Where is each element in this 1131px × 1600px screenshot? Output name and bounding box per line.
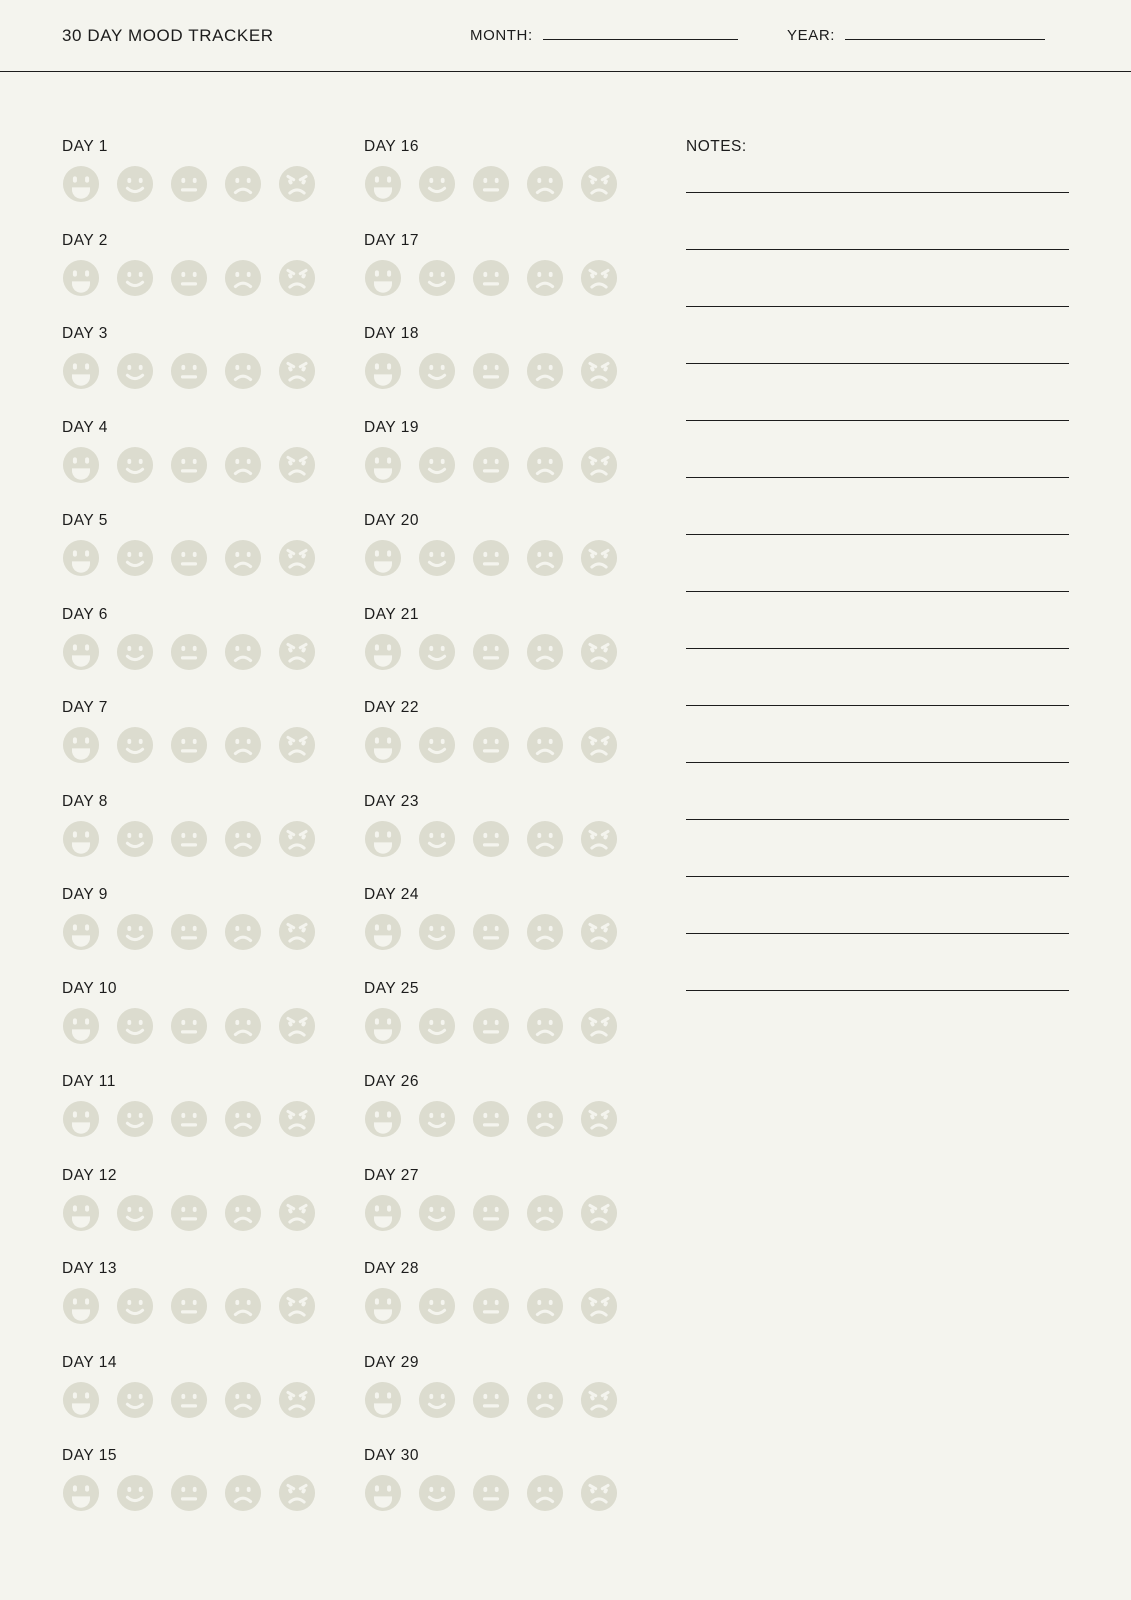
very-happy-face[interactable] [364,633,402,671]
neutral-face[interactable] [170,1194,208,1232]
month-field[interactable] [470,27,738,44]
very-happy-face[interactable] [62,726,100,764]
mood-option-row [364,1381,618,1419]
happy-face[interactable] [116,1194,154,1232]
angry-face[interactable] [580,1100,618,1138]
angry-face[interactable] [580,1287,618,1325]
day-label: DAY 20 [364,512,419,529]
angry-face[interactable] [580,1381,618,1419]
angry-face[interactable] [580,165,618,203]
very-happy-face[interactable] [364,1007,402,1045]
neutral-face[interactable] [170,165,208,203]
neutral-face[interactable] [170,633,208,671]
happy-face[interactable] [418,1381,456,1419]
day-label: DAY 13 [62,1260,117,1277]
very-happy-face[interactable] [364,446,402,484]
mood-option-row [364,820,618,858]
notes-line[interactable] [686,990,1069,991]
angry-face[interactable] [580,1474,618,1512]
sad-face[interactable] [224,913,262,951]
neutral-face[interactable] [472,820,510,858]
happy-face[interactable] [116,1474,154,1512]
day-label: DAY 7 [62,699,108,716]
day-block [364,1073,618,1167]
mood-option-row [62,1381,316,1419]
notes-line[interactable] [686,306,1069,307]
notes-line[interactable] [686,420,1069,421]
day-block [62,1167,316,1261]
day-label: DAY 11 [62,1073,116,1090]
day-block [364,606,618,700]
day-label: DAY 23 [364,792,419,810]
very-happy-face[interactable] [62,1287,100,1325]
year-input-rule[interactable] [845,38,1045,40]
happy-face[interactable] [418,259,456,297]
neutral-face[interactable] [472,726,510,764]
mood-option-row [364,352,618,390]
angry-face[interactable] [580,1007,618,1045]
day-label: DAY 17 [364,231,419,249]
mood-option-row [62,820,316,858]
day-label: DAY 12 [62,1166,117,1184]
notes-line[interactable] [686,363,1069,364]
angry-face[interactable] [580,446,618,484]
mood-option-row [62,1007,316,1045]
happy-face[interactable] [116,1381,154,1419]
happy-face[interactable] [116,820,154,858]
very-happy-face[interactable] [364,165,402,203]
neutral-face[interactable] [472,913,510,951]
sad-face[interactable] [526,726,564,764]
sad-face[interactable] [224,820,262,858]
neutral-face[interactable] [472,1100,510,1138]
neutral-face[interactable] [170,1287,208,1325]
day-label: DAY 8 [62,792,108,810]
year-label: YEAR: [787,27,836,44]
notes-line[interactable] [686,591,1069,592]
angry-face[interactable] [278,1381,316,1419]
mood-option-row [364,1007,618,1045]
neutral-face[interactable] [472,1287,510,1325]
day-block [62,699,316,793]
day-label: DAY 14 [62,1353,117,1371]
page-body [0,72,1131,1600]
very-happy-face[interactable] [364,1381,402,1419]
notes-line[interactable] [686,192,1069,193]
day-column-1 [62,138,316,1541]
day-block [364,419,618,513]
very-happy-face[interactable] [62,446,100,484]
notes-line[interactable] [686,876,1069,877]
happy-face[interactable] [418,1287,456,1325]
day-label: DAY 28 [364,1260,419,1277]
sad-face[interactable] [526,820,564,858]
neutral-face[interactable] [472,633,510,671]
neutral-face[interactable] [170,820,208,858]
very-happy-face[interactable] [62,352,100,390]
day-block [62,1354,316,1448]
day-block [364,138,618,232]
sad-face[interactable] [526,1194,564,1232]
happy-face[interactable] [418,1007,456,1045]
year-field[interactable] [787,27,1045,44]
notes-line[interactable] [686,534,1069,535]
neutral-face[interactable] [170,446,208,484]
day-label: DAY 2 [62,231,108,249]
day-label: DAY 24 [364,886,419,903]
neutral-face[interactable] [170,539,208,577]
neutral-face[interactable] [170,1381,208,1419]
happy-face[interactable] [418,352,456,390]
day-block [62,793,316,887]
day-block [62,419,316,513]
day-block [364,325,618,419]
day-label: DAY 5 [62,512,108,529]
day-block [62,980,316,1074]
day-label: DAY 25 [364,979,419,997]
sad-face[interactable] [224,165,262,203]
sad-face[interactable] [224,352,262,390]
angry-face[interactable] [580,539,618,577]
neutral-face[interactable] [472,1194,510,1232]
day-label: DAY 19 [364,418,419,436]
angry-face[interactable] [278,259,316,297]
very-happy-face[interactable] [364,259,402,297]
angry-face[interactable] [278,1100,316,1138]
neutral-face[interactable] [472,352,510,390]
sad-face[interactable] [224,1100,262,1138]
day-block [62,138,316,232]
very-happy-face[interactable] [62,1194,100,1232]
mood-option-row [62,446,316,484]
neutral-face[interactable] [472,165,510,203]
neutral-face[interactable] [170,913,208,951]
very-happy-face[interactable] [62,165,100,203]
day-block [62,1260,316,1354]
mood-option-row [364,1474,618,1512]
mood-option-row [62,1474,316,1512]
very-happy-face[interactable] [364,1474,402,1512]
happy-face[interactable] [116,1007,154,1045]
mood-option-row [364,633,618,671]
angry-face[interactable] [278,539,316,577]
sad-face[interactable] [526,1007,564,1045]
very-happy-face[interactable] [62,259,100,297]
sad-face[interactable] [224,259,262,297]
angry-face[interactable] [580,352,618,390]
sad-face[interactable] [526,1287,564,1325]
happy-face[interactable] [116,539,154,577]
happy-face[interactable] [116,726,154,764]
sad-face[interactable] [224,539,262,577]
neutral-face[interactable] [170,726,208,764]
day-block [364,1167,618,1261]
day-block [364,512,618,606]
very-happy-face[interactable] [364,539,402,577]
sad-face[interactable] [526,259,564,297]
sad-face[interactable] [526,1100,564,1138]
day-block [364,1260,618,1354]
very-happy-face[interactable] [364,1100,402,1138]
notes-line[interactable] [686,933,1069,934]
angry-face[interactable] [278,633,316,671]
sad-face[interactable] [224,726,262,764]
notes-lines [686,192,1069,991]
neutral-face[interactable] [170,1007,208,1045]
very-happy-face[interactable] [364,913,402,951]
angry-face[interactable] [278,1194,316,1232]
angry-face[interactable] [278,726,316,764]
day-block [62,1447,316,1541]
mood-option-row [62,1287,316,1325]
sad-face[interactable] [224,1194,262,1232]
sad-face[interactable] [224,1474,262,1512]
happy-face[interactable] [418,1194,456,1232]
happy-face[interactable] [418,726,456,764]
sad-face[interactable] [526,913,564,951]
notes-line[interactable] [686,477,1069,478]
angry-face[interactable] [278,1287,316,1325]
day-label: DAY 29 [364,1353,419,1371]
angry-face[interactable] [580,633,618,671]
very-happy-face[interactable] [364,726,402,764]
very-happy-face[interactable] [364,1194,402,1232]
neutral-face[interactable] [472,1381,510,1419]
mood-option-row [364,539,618,577]
sad-face[interactable] [526,446,564,484]
angry-face[interactable] [278,820,316,858]
angry-face[interactable] [278,352,316,390]
neutral-face[interactable] [170,1100,208,1138]
day-block [364,1447,618,1541]
neutral-face[interactable] [472,1474,510,1512]
day-block [364,980,618,1074]
very-happy-face[interactable] [364,352,402,390]
sad-face[interactable] [526,165,564,203]
day-label: DAY 4 [62,418,108,436]
mood-option-row [62,1194,316,1232]
mood-option-row [62,165,316,203]
day-column-2 [364,138,618,1541]
mood-option-row [62,726,316,764]
day-label: DAY 30 [364,1447,419,1464]
month-input-rule[interactable] [543,38,738,40]
day-block [62,512,316,606]
sad-face[interactable] [224,1287,262,1325]
angry-face[interactable] [278,446,316,484]
sad-face[interactable] [224,633,262,671]
angry-face[interactable] [278,165,316,203]
day-label: DAY 9 [62,886,108,903]
day-block [364,793,618,887]
very-happy-face[interactable] [62,913,100,951]
notes-line[interactable] [686,762,1069,763]
angry-face[interactable] [580,913,618,951]
sad-face[interactable] [224,1381,262,1419]
day-label: DAY 22 [364,699,419,716]
happy-face[interactable] [418,913,456,951]
notes-line[interactable] [686,819,1069,820]
angry-face[interactable] [580,820,618,858]
sad-face[interactable] [224,1007,262,1045]
neutral-face[interactable] [170,352,208,390]
neutral-face[interactable] [170,259,208,297]
day-label: DAY 1 [62,138,108,155]
angry-face[interactable] [278,1474,316,1512]
day-block [62,232,316,326]
day-block [364,232,618,326]
day-label: DAY 6 [62,605,108,623]
happy-face[interactable] [418,633,456,671]
neutral-face[interactable] [170,1474,208,1512]
notes-line[interactable] [686,705,1069,706]
sad-face[interactable] [526,539,564,577]
day-block [62,1073,316,1167]
mood-option-row [364,1194,618,1232]
mood-option-row [364,913,618,951]
angry-face[interactable] [278,1007,316,1045]
day-label: DAY 15 [62,1447,117,1464]
day-label: DAY 18 [364,325,419,342]
mood-option-row [364,726,618,764]
mood-option-row [62,352,316,390]
happy-face[interactable] [116,165,154,203]
day-label: DAY 16 [364,138,419,155]
neutral-face[interactable] [472,259,510,297]
very-happy-face[interactable] [62,1381,100,1419]
very-happy-face[interactable] [62,1474,100,1512]
page-title: 30 DAY MOOD TRACKER [62,26,274,45]
page-header [0,0,1131,72]
very-happy-face[interactable] [62,539,100,577]
happy-face[interactable] [418,539,456,577]
very-happy-face[interactable] [62,1007,100,1045]
neutral-face[interactable] [472,446,510,484]
notes-line[interactable] [686,648,1069,649]
happy-face[interactable] [116,913,154,951]
happy-face[interactable] [116,352,154,390]
angry-face[interactable] [278,913,316,951]
angry-face[interactable] [580,1194,618,1232]
sad-face[interactable] [526,352,564,390]
notes-line[interactable] [686,249,1069,250]
happy-face[interactable] [116,633,154,671]
very-happy-face[interactable] [364,820,402,858]
day-block [62,606,316,700]
mood-option-row [62,913,316,951]
mood-option-row [364,259,618,297]
mood-option-row [62,539,316,577]
sad-face[interactable] [526,1381,564,1419]
mood-option-row [364,1100,618,1138]
very-happy-face[interactable] [62,1100,100,1138]
month-label: MONTH: [470,27,533,44]
day-label: DAY 27 [364,1166,419,1184]
very-happy-face[interactable] [62,820,100,858]
mood-option-row [364,1287,618,1325]
day-label: DAY 21 [364,605,419,623]
day-block [364,886,618,980]
day-block [364,699,618,793]
happy-face[interactable] [116,1287,154,1325]
notes-section [686,138,1069,991]
day-label: DAY 26 [364,1073,419,1090]
happy-face[interactable] [418,165,456,203]
mood-option-row [62,259,316,297]
neutral-face[interactable] [472,1007,510,1045]
notes-title: NOTES: [686,138,747,155]
sad-face[interactable] [526,633,564,671]
very-happy-face[interactable] [364,1287,402,1325]
day-label: DAY 10 [62,979,117,997]
happy-face[interactable] [116,446,154,484]
mood-option-row [364,446,618,484]
mood-option-row [62,633,316,671]
day-block [364,1354,618,1448]
mood-option-row [364,165,618,203]
happy-face[interactable] [116,1100,154,1138]
happy-face[interactable] [418,446,456,484]
neutral-face[interactable] [472,539,510,577]
happy-face[interactable] [418,820,456,858]
day-block [62,325,316,419]
sad-face[interactable] [224,446,262,484]
happy-face[interactable] [418,1100,456,1138]
angry-face[interactable] [580,259,618,297]
day-block [62,886,316,980]
very-happy-face[interactable] [62,633,100,671]
day-label: DAY 3 [62,325,108,342]
sad-face[interactable] [526,1474,564,1512]
mood-option-row [62,1100,316,1138]
happy-face[interactable] [418,1474,456,1512]
angry-face[interactable] [580,726,618,764]
happy-face[interactable] [116,259,154,297]
